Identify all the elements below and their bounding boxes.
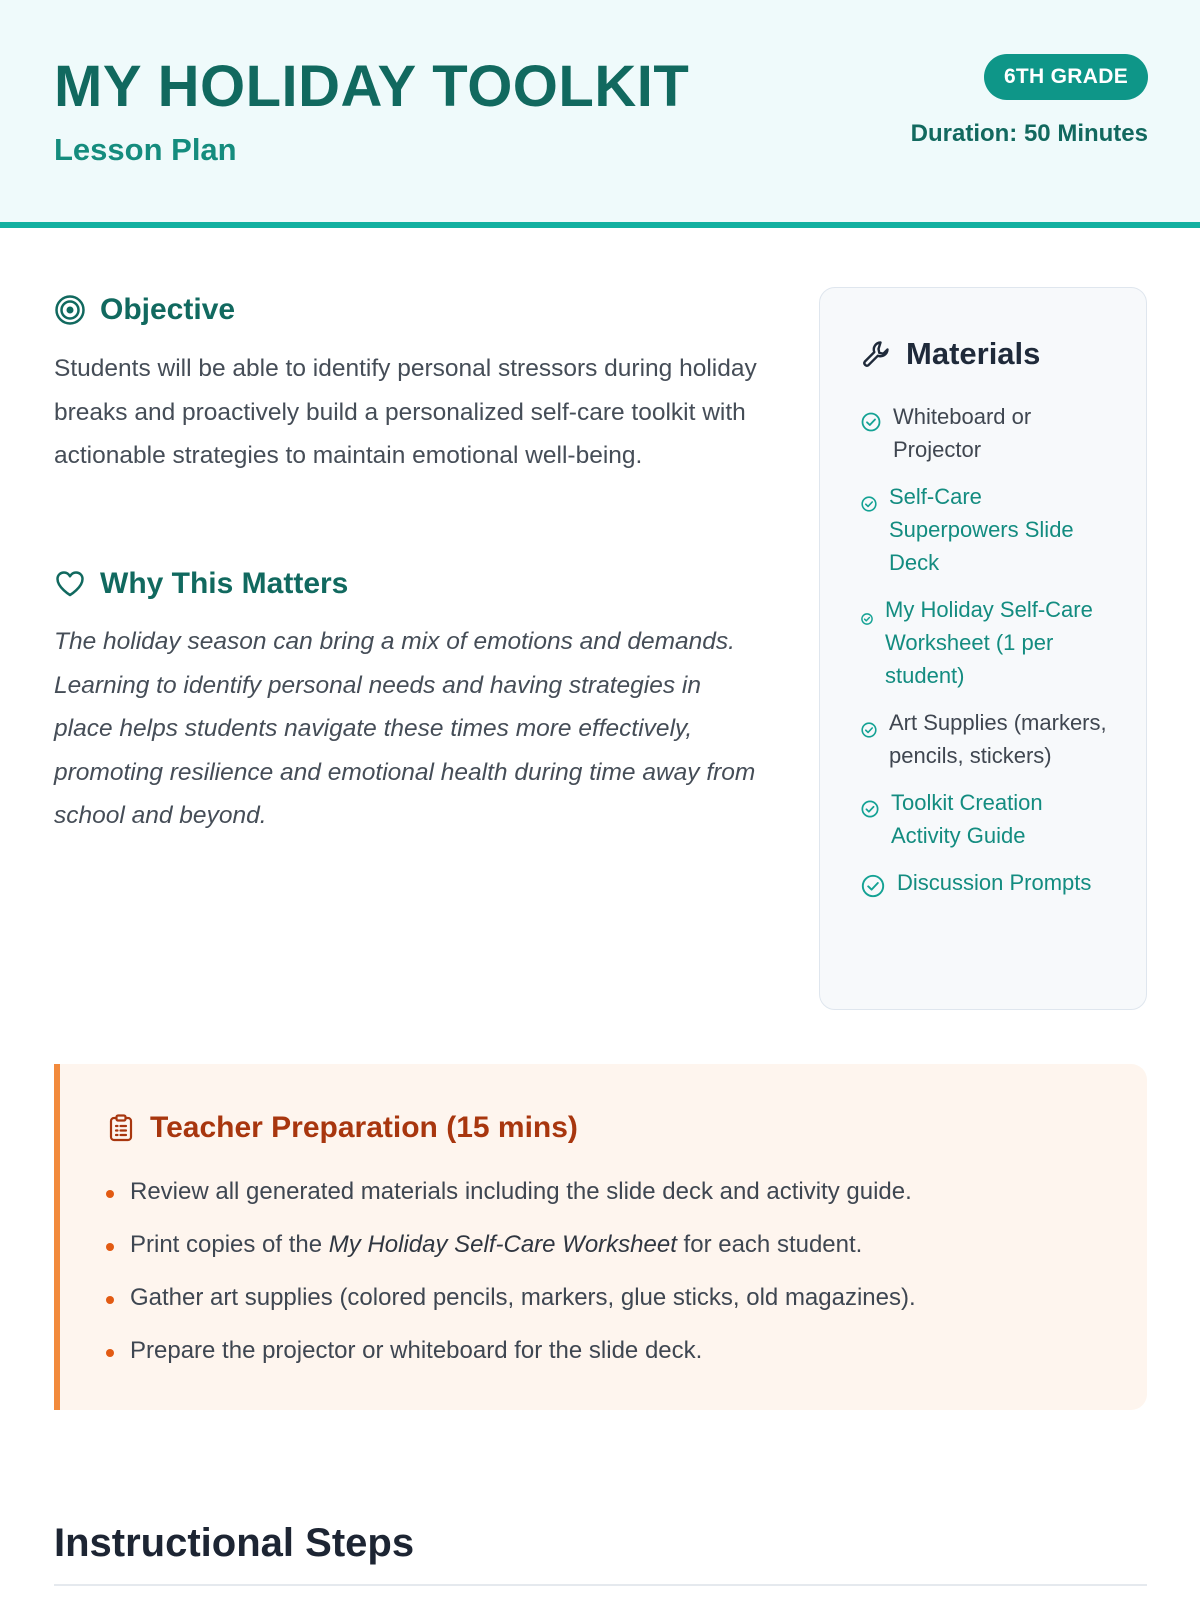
page-header: [0, 0, 1200, 228]
material-label: Art Supplies (markers, pencils, stickers): [889, 710, 1107, 768]
materials-card: [819, 287, 1147, 1010]
list-item: [861, 400, 1111, 466]
list-item: [861, 706, 1111, 772]
list-item: Prepare the projector or whiteboard for the slide deck.: [106, 1335, 1106, 1367]
instructional-steps-title: Instructional Steps: [54, 1521, 415, 1565]
material-link[interactable]: My Holiday Self-Care Worksheet (1 per student): [885, 597, 1093, 688]
check-circle-icon: [861, 601, 873, 634]
duration-label: Duration: 50 Minutes: [910, 120, 1148, 147]
prep-list: [106, 1176, 1106, 1388]
list-item: Gather art supplies (colored pencils, markers, glue sticks, old magazines).: [106, 1282, 1106, 1314]
check-circle-icon: [861, 408, 881, 441]
prep-text: for each student.: [676, 1231, 863, 1258]
material-link[interactable]: Toolkit Creation Activity Guide: [891, 790, 1043, 848]
materials-heading: [860, 336, 1040, 372]
page-title: MY HOLIDAY TOOLKIT: [54, 54, 690, 119]
prep-heading: [106, 1110, 578, 1146]
why-title: Why This Matters: [100, 567, 349, 600]
list-item[interactable]: [861, 480, 1111, 579]
list-item: Review all generated materials including the slide deck and activity guide.: [106, 1176, 1106, 1208]
list-item: [106, 1229, 1106, 1261]
material-link[interactable]: Self-Care Superpowers Slide Deck: [889, 484, 1074, 575]
why-heading: [54, 566, 348, 602]
target-icon: [54, 294, 86, 326]
material-label: Whiteboard or Projector: [893, 404, 1032, 462]
wrench-icon: [860, 338, 892, 370]
divider: [54, 1584, 1147, 1586]
objective-text: Students will be able to identify personal stressors during holiday breaks and proactively build a personalized self-care toolkit with actionable strategies to maintain emotional well-being.: [54, 355, 757, 469]
prep-title: Teacher Preparation (15 mins): [150, 1111, 578, 1144]
list-item[interactable]: [861, 866, 1111, 907]
page-subtitle: Lesson Plan: [54, 132, 237, 167]
check-circle-icon: [861, 488, 877, 521]
check-circle-icon: [861, 794, 879, 827]
clipboard-icon: [106, 1113, 136, 1143]
list-item[interactable]: [861, 786, 1111, 852]
prep-text: Print copies of the: [130, 1231, 329, 1258]
check-circle-icon: [861, 714, 877, 747]
worksheet-title: My Holiday Self-Care Worksheet: [328, 1231, 677, 1258]
heart-icon: [54, 568, 86, 600]
materials-title: Materials: [906, 336, 1041, 371]
material-link[interactable]: Discussion Prompts: [897, 870, 1092, 895]
list-item[interactable]: [861, 593, 1111, 692]
why-text: The holiday season can bring a mix of emotions and demands. Learning to identify personal needs and having strategies in place helps students navigate these times more effectively, promoting resilience and emotional health during time away from school and beyond.: [54, 628, 756, 829]
objective-title: Objective: [100, 293, 236, 326]
grade-badge: 6TH GRADE: [984, 54, 1148, 100]
materials-list: [861, 400, 1111, 921]
check-circle-icon: [861, 874, 885, 907]
teacher-prep-box: [54, 1064, 1147, 1410]
objective-heading: [54, 292, 235, 328]
